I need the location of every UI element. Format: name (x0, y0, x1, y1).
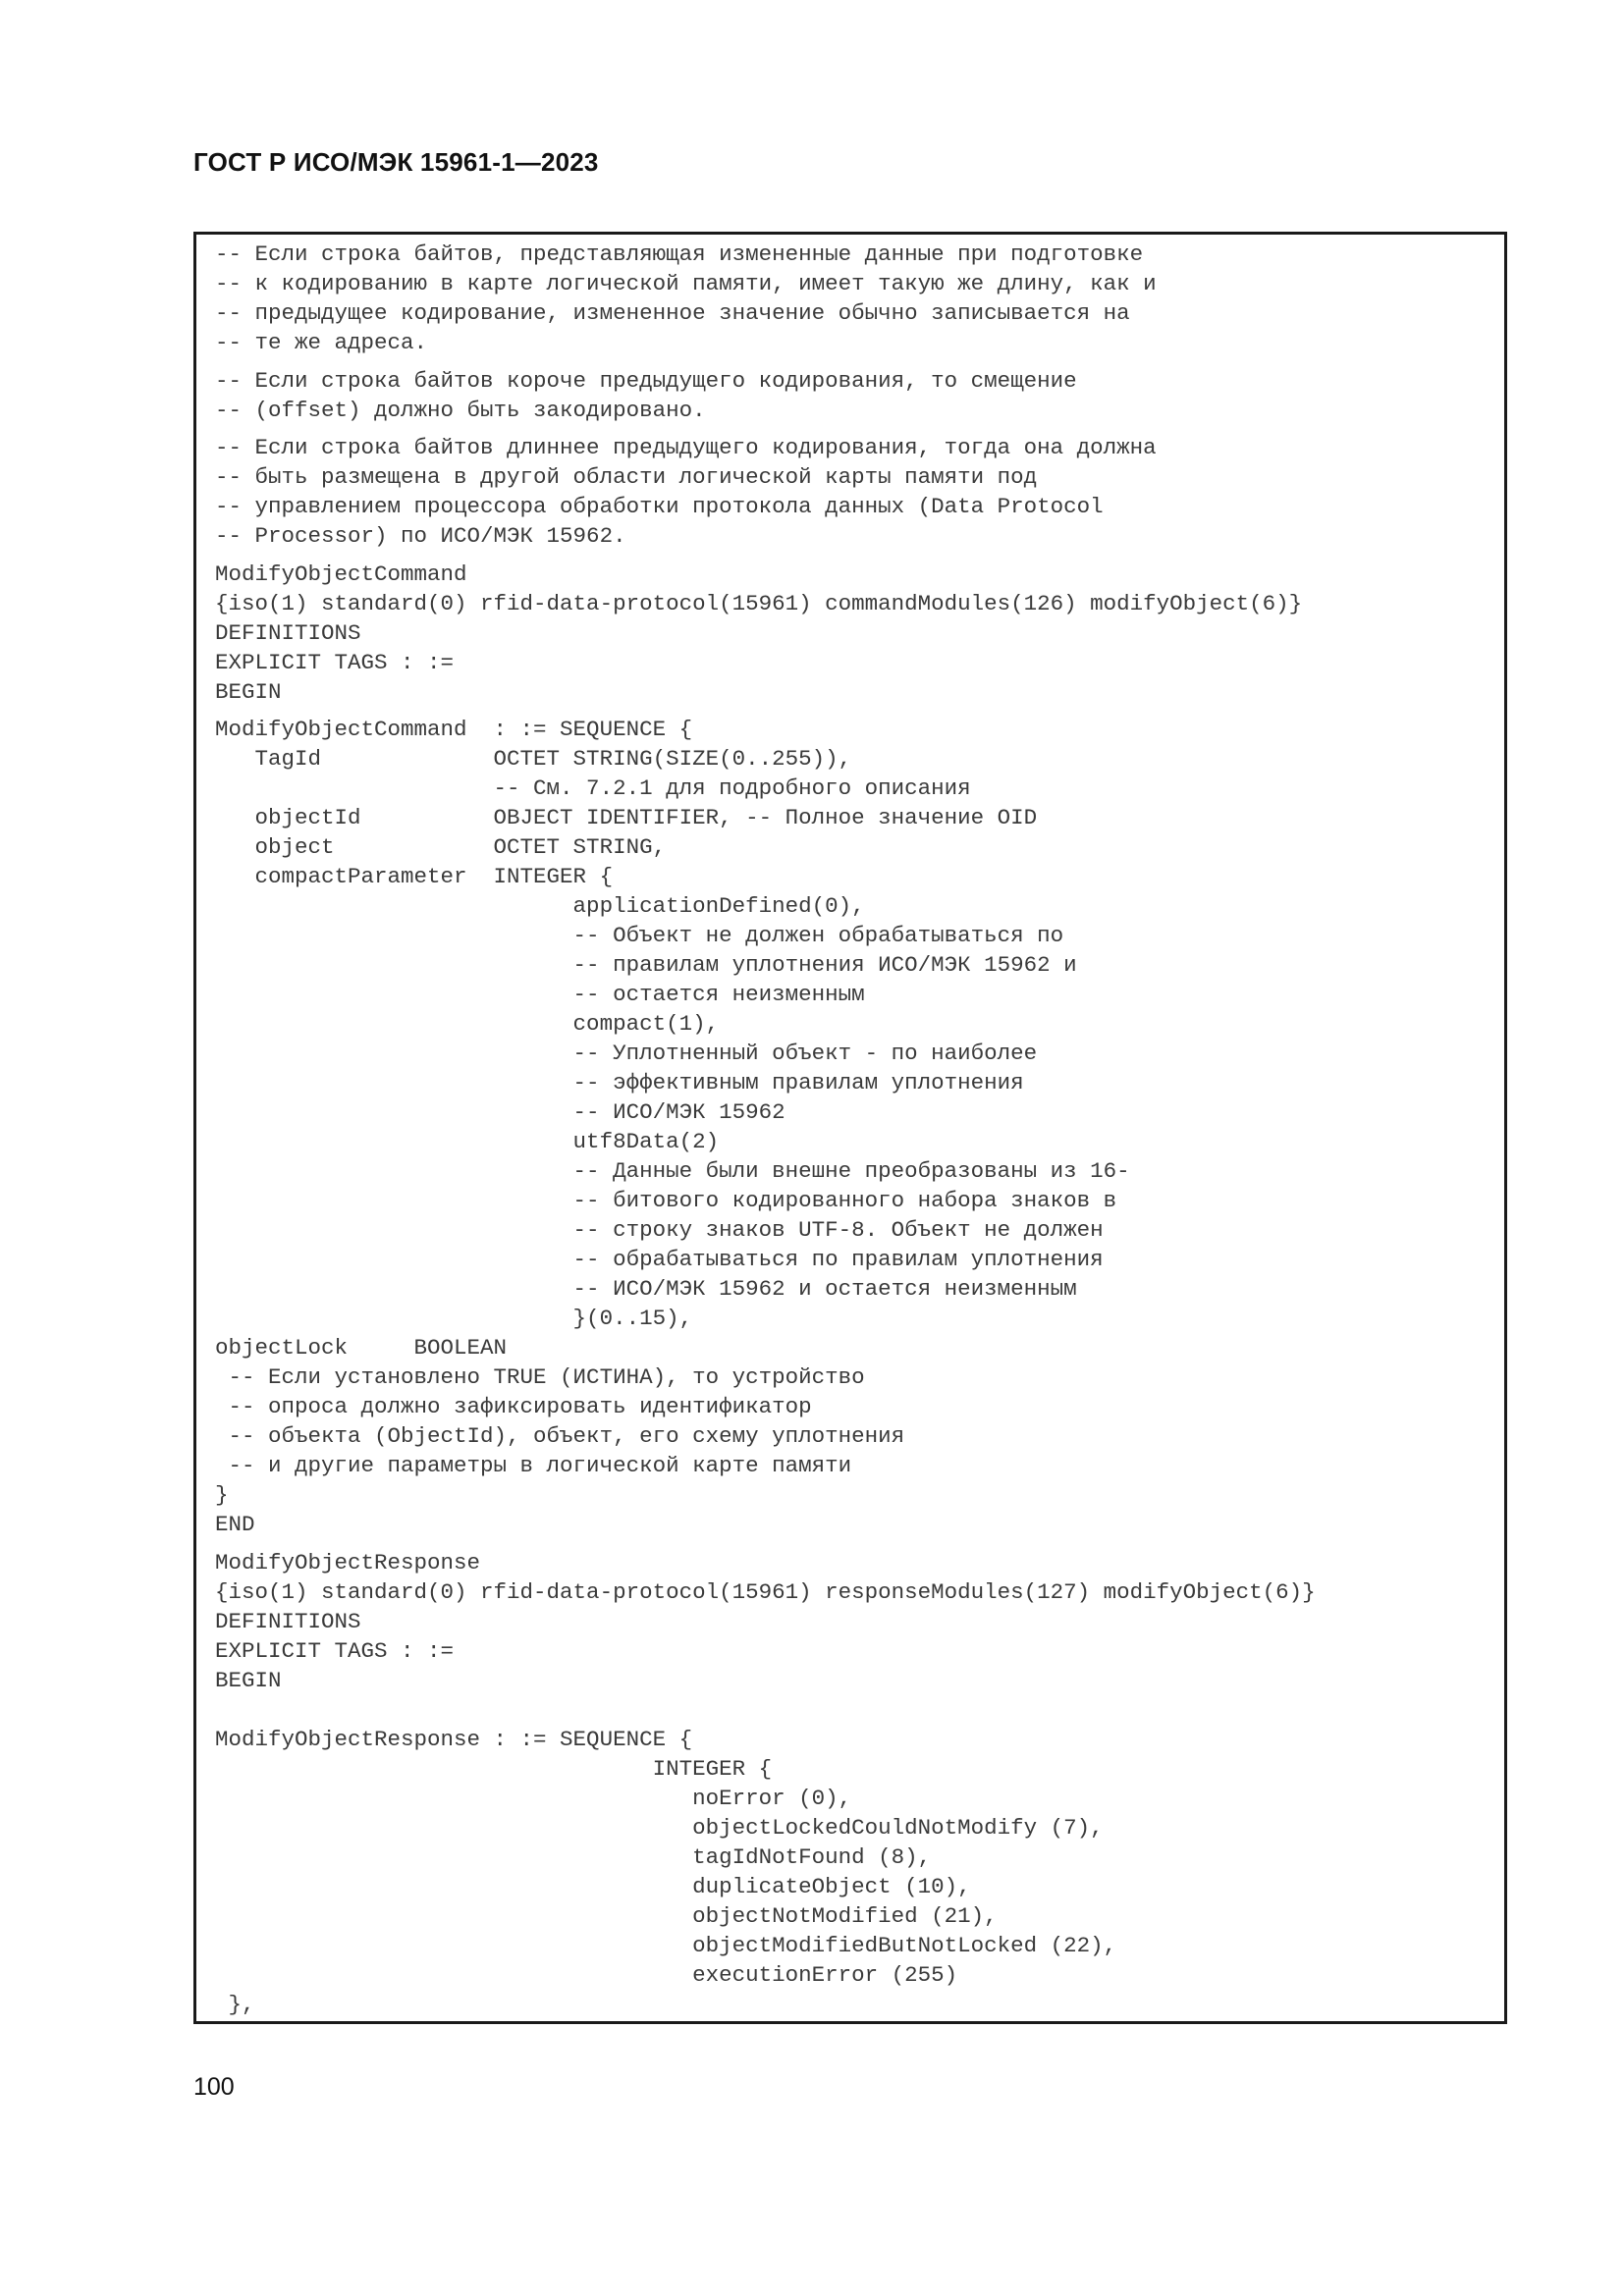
code-line: tagIdNotFound (8), (215, 1843, 932, 1870)
code-line: ModifyObjectCommand (215, 561, 467, 587)
code-line: ModifyObjectCommand : := SEQUENCE { (215, 717, 693, 742)
code-line: -- Processor) по ИСО/МЭК 15962. (215, 523, 626, 549)
page-number: 100 (193, 2073, 235, 2101)
code-line: -- ИСО/МЭК 15962 и остается неизменным (215, 1276, 1077, 1302)
code-line: compact(1), (215, 1011, 720, 1037)
code-line: END (215, 1512, 255, 1537)
code-line: } (215, 1482, 229, 1508)
code-line: }, (215, 1991, 255, 2017)
code-listing-frame (193, 232, 1507, 2024)
code-line: -- Уплотненный объект - по наиболее (215, 1041, 1038, 1066)
code-line: objectLockedCouldNotModify (7), (215, 1814, 1104, 1841)
block-gap (215, 1539, 1316, 1548)
code-line: -- ИСО/МЭК 15962 (215, 1099, 785, 1125)
code-line: utf8Data(2) (215, 1129, 720, 1154)
code-line: ModifyObjectResponse : := SEQUENCE { (215, 1726, 693, 1752)
code-line: TagId OCTET STRING(SIZE(0..255)), (215, 746, 852, 772)
code-line: {iso(1) standard(0) rfid-data-protocol(15961) commandModules(126) modifyObject(6)} (215, 590, 1303, 616)
code-line: objectId OBJECT IDENTIFIER, -- Полное значение OID (215, 805, 1038, 830)
code-line: objectLock BOOLEAN (215, 1335, 508, 1361)
code-listing (215, 240, 1316, 2019)
code-line: -- Если строка байтов, представляющая измененные данные при подготовке (215, 241, 1144, 267)
code-line (215, 1695, 1316, 1725)
code-line: -- правилам уплотнения ИСО/МЭК 15962 и (215, 952, 1077, 978)
code-line: -- к кодированию в карте логической памяти, имеет такую же длину, как и (215, 271, 1157, 296)
code-line: EXPLICIT TAGS : := (215, 649, 455, 675)
code-line: -- быть размещена в другой области логической карты памяти под (215, 464, 1038, 490)
code-line: -- Если строка байтов длиннее предыдущего кодирования, тогда она должна (215, 435, 1157, 460)
code-line: -- битового кодированного набора знаков в (215, 1188, 1117, 1213)
code-line: -- Если строка байтов короче предыдущего кодирования, то смещение (215, 367, 1077, 394)
code-line: -- Данные были внешне преобразованы из 16- (215, 1158, 1130, 1184)
code-line: EXPLICIT TAGS : := (215, 1637, 455, 1664)
code-line: compactParameter INTEGER { (215, 864, 614, 889)
code-line: -- опроса должно зафиксировать идентификатор (215, 1394, 812, 1419)
code-line: executionError (255) (215, 1961, 958, 1988)
code-line: -- (offset) должно быть закодировано. (215, 397, 706, 423)
code-line: applicationDefined(0), (215, 893, 865, 919)
code-line: {iso(1) standard(0) rfid-data-protocol(15961) responseModules(127) modifyObject(6)} (215, 1578, 1316, 1605)
code-line: -- обрабатываться по правилам уплотнения (215, 1247, 1104, 1272)
code-line: noError (0), (215, 1785, 852, 1811)
code-line: -- См. 7.2.1 для подробного описания (215, 775, 971, 801)
code-line: INTEGER { (215, 1755, 773, 1782)
code-line: BEGIN (215, 678, 282, 705)
block-gap (215, 425, 1316, 434)
code-line: objectModifiedButNotLocked (22), (215, 1932, 1117, 1958)
code-line: BEGIN (215, 1667, 282, 1693)
code-line: object OCTET STRING, (215, 834, 667, 860)
code-line: -- и другие параметры в логической карте памяти (215, 1453, 852, 1478)
code-line: -- Если установлено TRUE (ИСТИНА), то устройство (215, 1364, 865, 1390)
block-gap (215, 357, 1316, 366)
code-line: -- те же адреса. (215, 330, 428, 355)
code-line: ModifyObjectResponse (215, 1549, 481, 1575)
code-line: -- строку знаков UTF-8. Объект не должен (215, 1217, 1104, 1243)
code-line: DEFINITIONS (215, 619, 361, 646)
block-gap (215, 707, 1316, 716)
code-line: }(0..15), (215, 1306, 693, 1331)
code-line: -- Объект не должен обрабатываться по (215, 923, 1064, 948)
document-header: ГОСТ Р ИСО/МЭК 15961-1—2023 (193, 147, 599, 177)
code-line: DEFINITIONS (215, 1608, 361, 1634)
block-gap (215, 551, 1316, 560)
code-line: objectNotModified (21), (215, 1902, 998, 1929)
code-line: -- остается неизменным (215, 982, 865, 1007)
code-line: -- объекта (ObjectId), объект, его схему уплотнения (215, 1423, 905, 1449)
code-line: -- управлением процессора обработки протокола данных (Data Protocol (215, 494, 1104, 519)
code-line: -- эффективным правилам уплотнения (215, 1070, 1024, 1095)
code-line: duplicateObject (10), (215, 1873, 971, 1899)
code-line: -- предыдущее кодирование, измененное значение обычно записывается на (215, 300, 1130, 326)
